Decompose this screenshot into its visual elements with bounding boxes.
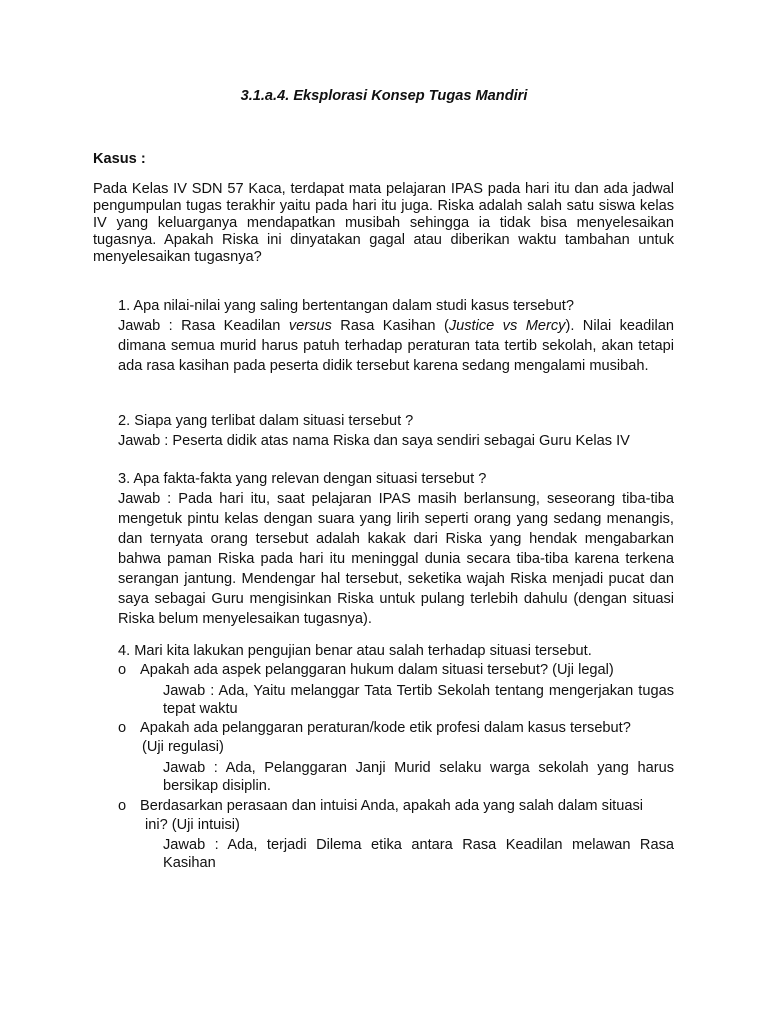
answer-italic-justice-mercy: Justice vs Mercy [448,318,566,334]
answer-italic-versus: versus [288,318,332,334]
sub-question-text-cont: ini? (Uji intuisi) [145,817,240,833]
question-3-text: 3. Apa fakta-fakta yang relevan dengan situasi tersebut ? [118,471,487,487]
sub-question-intuisi [118,797,674,835]
sub-question-legal [118,661,674,680]
bullet-marker: o [118,662,127,678]
sub-question-text-cont: (Uji regulasi) [142,739,224,755]
sub-answer-intuisi: Jawab : Ada, terjadi Dilema etika antara Rasa Keadilan melawan Rasa Kasihan [163,837,674,871]
answer-text: Jawab : Rasa Keadilan [118,318,289,334]
document-title: 3.1.a.4. Eksplorasi Konsep Tugas Mandiri [240,88,528,104]
sub-answer-regulasi: Jawab : Ada, Pelanggaran Janji Murid selaku warga sekolah yang harus bersikap disiplin. [163,760,674,794]
bullet-marker: o [118,720,127,736]
question-1-text: 1. Apa nilai-nilai yang saling bertentangan dalam studi kasus tersebut? [118,298,574,314]
sub-question-regulasi [118,719,674,757]
sub-question-text: Apakah ada pelanggaran peraturan/kode etik profesi dalam kasus tersebut? [140,720,631,736]
answer-text: Rasa Kasihan ( [331,318,449,334]
sub-question-text: Apakah ada aspek pelanggaran hukum dalam situasi tersebut? (Uji legal) [140,662,614,678]
kasus-heading: Kasus : [93,151,146,167]
bullet-marker: o [118,798,127,814]
question-2-block [118,411,674,451]
question-4-block [118,641,674,661]
question-4-text: 4. Mari kita lakukan pengujian benar atau salah terhadap situasi tersebut. [118,643,592,659]
question-3-answer: Jawab : Pada hari itu, saat pelajaran IPAS masih berlansung, seseorang tiba-tiba mengetuk pintu kelas dengan suara yang lirih seperti orang yang sedang menangis, dan ternyata orang tersebut adalah kakak dari Riska yang hendak mengabarkan bahwa paman Riska pada hari itu meninggal dunia secara tiba-tiba karena terkena serangan jantung. Mendengar hal tersebut, seketika wajah Riska menjadi pucat dan saya sebagai Guru mengisinkan Riska untuk pulang terlebih dahulu (dengan situasi Riska belum menyelesaikan tugasnya). [118,491,674,627]
kasus-paragraph: Pada Kelas IV SDN 57 Kaca, terdapat mata pelajaran IPAS pada hari itu dan ada jadwal pengumpulan tugas terakhir yaitu pada hari itu juga. Riska adalah salah satu siswa kelas IV yang keluarganya mendapatkan musibah sehingga ia tidak bisa menyelesaikan tugasnya. Apakah Riska ini dinyatakan gagal atau diberikan waktu tambahan untuk menyelesaikan tugasnya? [93,181,674,265]
question-3-block [118,469,674,629]
question-1-answer [118,316,674,376]
question-2-text: 2. Siapa yang terlibat dalam situasi tersebut ? [118,413,414,429]
question-1-block [118,296,674,376]
sub-question-text: Berdasarkan perasaan dan intuisi Anda, apakah ada yang salah dalam situasi [140,798,644,814]
question-2-answer: Jawab : Peserta didik atas nama Riska dan saya sendiri sebagai Guru Kelas IV [118,433,630,449]
sub-answer-legal: Jawab : Ada, Yaitu melanggar Tata Tertib Sekolah tentang mengerjakan tugas tepat waktu [163,683,674,717]
answer-text: ). Nilai keadilan dimana semua murid harus patuh terhadap peraturan tata tertib sekolah, akan tetapi ada rasa kasihan pada peserta didik tersebut karena sedang mengalami musibah. [118,318,674,374]
